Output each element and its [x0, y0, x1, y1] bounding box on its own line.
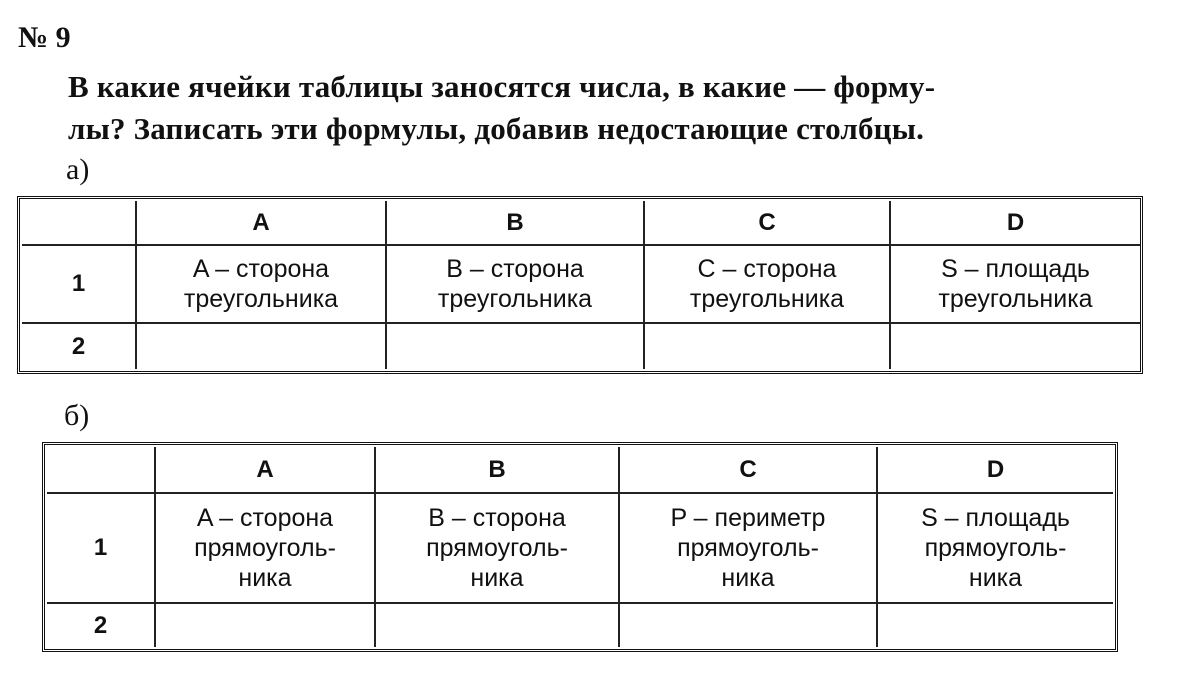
- column-header-c[interactable]: C: [644, 201, 890, 245]
- table-row: [22, 323, 1140, 369]
- spreadsheet-table-b: [42, 442, 1118, 652]
- cell-d2[interactable]: [890, 323, 1140, 369]
- column-header-a[interactable]: A: [155, 447, 375, 493]
- cell-a2[interactable]: [155, 603, 375, 647]
- row-header-2[interactable]: 2: [47, 603, 155, 647]
- column-header-d[interactable]: D: [890, 201, 1140, 245]
- table-row: [47, 603, 1113, 647]
- column-header-a[interactable]: A: [136, 201, 386, 245]
- corner-cell[interactable]: [22, 201, 136, 245]
- task-statement-line-1: В какие ячейки таблицы заносятся числа, в какие — форму-: [68, 69, 936, 104]
- column-header-c[interactable]: C: [619, 447, 877, 493]
- row-header-1[interactable]: 1: [22, 245, 136, 323]
- cell-c2[interactable]: [619, 603, 877, 647]
- column-header-b[interactable]: B: [375, 447, 619, 493]
- cell-c1[interactable]: P – периметр прямоуголь- ника: [619, 493, 877, 603]
- cell-d2[interactable]: [877, 603, 1113, 647]
- table-row: [47, 493, 1113, 603]
- cell-d1[interactable]: S – площадь треугольника: [890, 245, 1140, 323]
- task-statement: [68, 66, 935, 150]
- header-row: [47, 447, 1113, 493]
- column-header-d[interactable]: D: [877, 447, 1113, 493]
- cell-b1[interactable]: B – сторона треугольника: [386, 245, 644, 323]
- cell-a2[interactable]: [136, 323, 386, 369]
- header-row: [22, 201, 1140, 245]
- cell-d1[interactable]: S – площадь прямоуголь- ника: [877, 493, 1113, 603]
- cell-a1[interactable]: A – сторона прямоуголь- ника: [155, 493, 375, 603]
- corner-cell[interactable]: [47, 447, 155, 493]
- cell-b2[interactable]: [386, 323, 644, 369]
- cell-c2[interactable]: [644, 323, 890, 369]
- column-header-b[interactable]: B: [386, 201, 644, 245]
- table-row: [22, 245, 1140, 323]
- cell-c1[interactable]: C – сторона треугольника: [644, 245, 890, 323]
- spreadsheet-table-a: [17, 196, 1143, 374]
- cell-a1[interactable]: A – сторона треугольника: [136, 245, 386, 323]
- task-statement-line-2: лы? Записать эти формулы, добавив недостающие столбцы.: [68, 111, 925, 146]
- cell-b1[interactable]: B – сторона прямоуголь- ника: [375, 493, 619, 603]
- part-a-label: а): [66, 153, 90, 186]
- spreadsheet-grid-b: [47, 447, 1113, 647]
- cell-b2[interactable]: [375, 603, 619, 647]
- row-header-1[interactable]: 1: [47, 493, 155, 603]
- spreadsheet-grid-a: [22, 201, 1140, 369]
- task-number: № 9: [18, 21, 71, 54]
- part-b-label: б): [64, 399, 90, 432]
- row-header-2[interactable]: 2: [22, 323, 136, 369]
